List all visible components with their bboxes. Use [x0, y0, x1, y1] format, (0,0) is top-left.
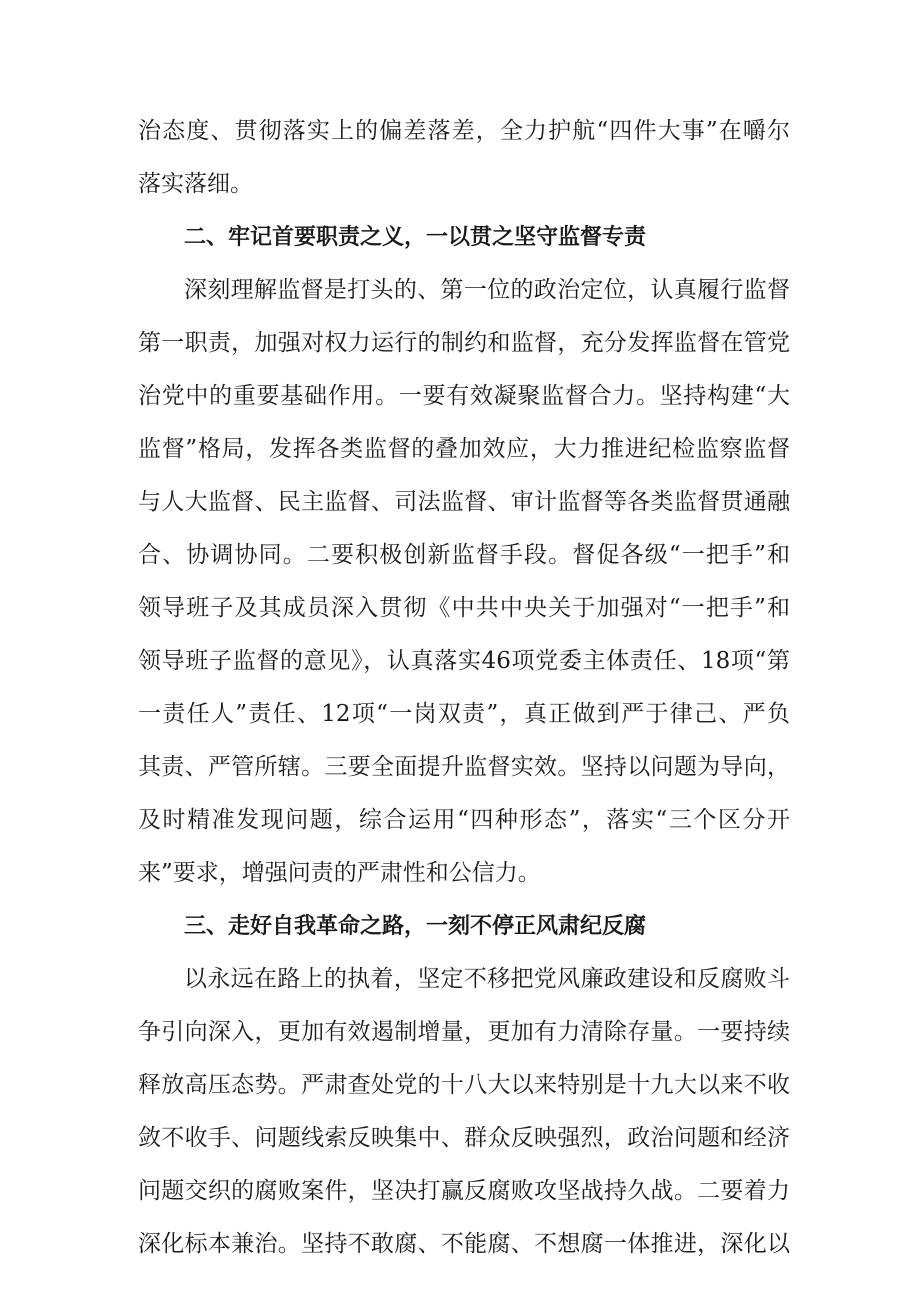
paragraph-line: 一责任人”责任、12项“一岗双责”，真正做到严于律己、严负: [138, 701, 790, 727]
paragraph-line: 深化标本兼治。坚持不敢腐、不能腐、不想腐一体推进，深化以: [138, 1231, 790, 1257]
paragraph-line: 争引向深入，更加有效遏制增量，更加有力清除存量。一要持续: [138, 1019, 790, 1045]
section-heading-2: 二、牢记首要职责之义，一以贯之坚守监督专责: [184, 225, 647, 250]
section-heading-3: 三、走好自我革命之路，一刻不停正风肃纪反腐: [184, 914, 647, 939]
paragraph-line: 来”要求，增强问责的严肃性和公信力。: [138, 860, 541, 886]
paragraph-line: 释放高压态势。严肃查处党的十八大以来特别是十九大以来不收: [138, 1072, 790, 1098]
paragraph-line: 领导班子及其成员深入贯彻《中共中央关于加强对“一把手”和: [138, 595, 790, 621]
paragraph-line: 第一职责，加强对权力运行的制约和监督，充分发挥监督在管党: [138, 330, 790, 356]
paragraph-line: 其责、严管所辖。三要全面提升监督实效。坚持以问题为导向，: [138, 754, 790, 780]
paragraph-line: 领导班子监督的意见》，认真落实46项党委主体责任、18项“第: [138, 648, 790, 674]
paragraph-line: 深刻理解监督是打头的、第一位的政治定位，认真履行监督: [184, 277, 790, 303]
paragraph-line: 敛不收手、问题线索反映集中、群众反映强烈，政治问题和经济: [138, 1125, 790, 1151]
document-page: [138, 105, 790, 1271]
paragraph-line: 以永远在路上的执着，坚定不移把党风廉政建设和反腐败斗: [184, 966, 790, 992]
paragraph-line: 治态度、贯彻落实上的偏差落差，全力护航“四件大事”在嚼尔: [138, 118, 790, 144]
paragraph-line: 治党中的重要基础作用。一要有效凝聚监督合力。坚持构建“大: [138, 383, 790, 409]
paragraph-line: 与人大监督、民主监督、司法监督、审计监督等各类监督贯通融: [138, 489, 790, 515]
paragraph-line: 及时精准发现问题，综合运用“四种形态”，落实“三个区分开: [138, 807, 790, 833]
paragraph-line: 合、协调协同。二要积极创新监督手段。督促各级“一把手”和: [138, 542, 790, 568]
paragraph-line: 监督”格局，发挥各类监督的叠加效应，大力推进纪检监察监督: [138, 436, 790, 462]
paragraph-line: 落实落细。: [138, 171, 253, 197]
paragraph-line: 问题交织的腐败案件，坚决打赢反腐败攻坚战持久战。二要着力: [138, 1178, 790, 1204]
